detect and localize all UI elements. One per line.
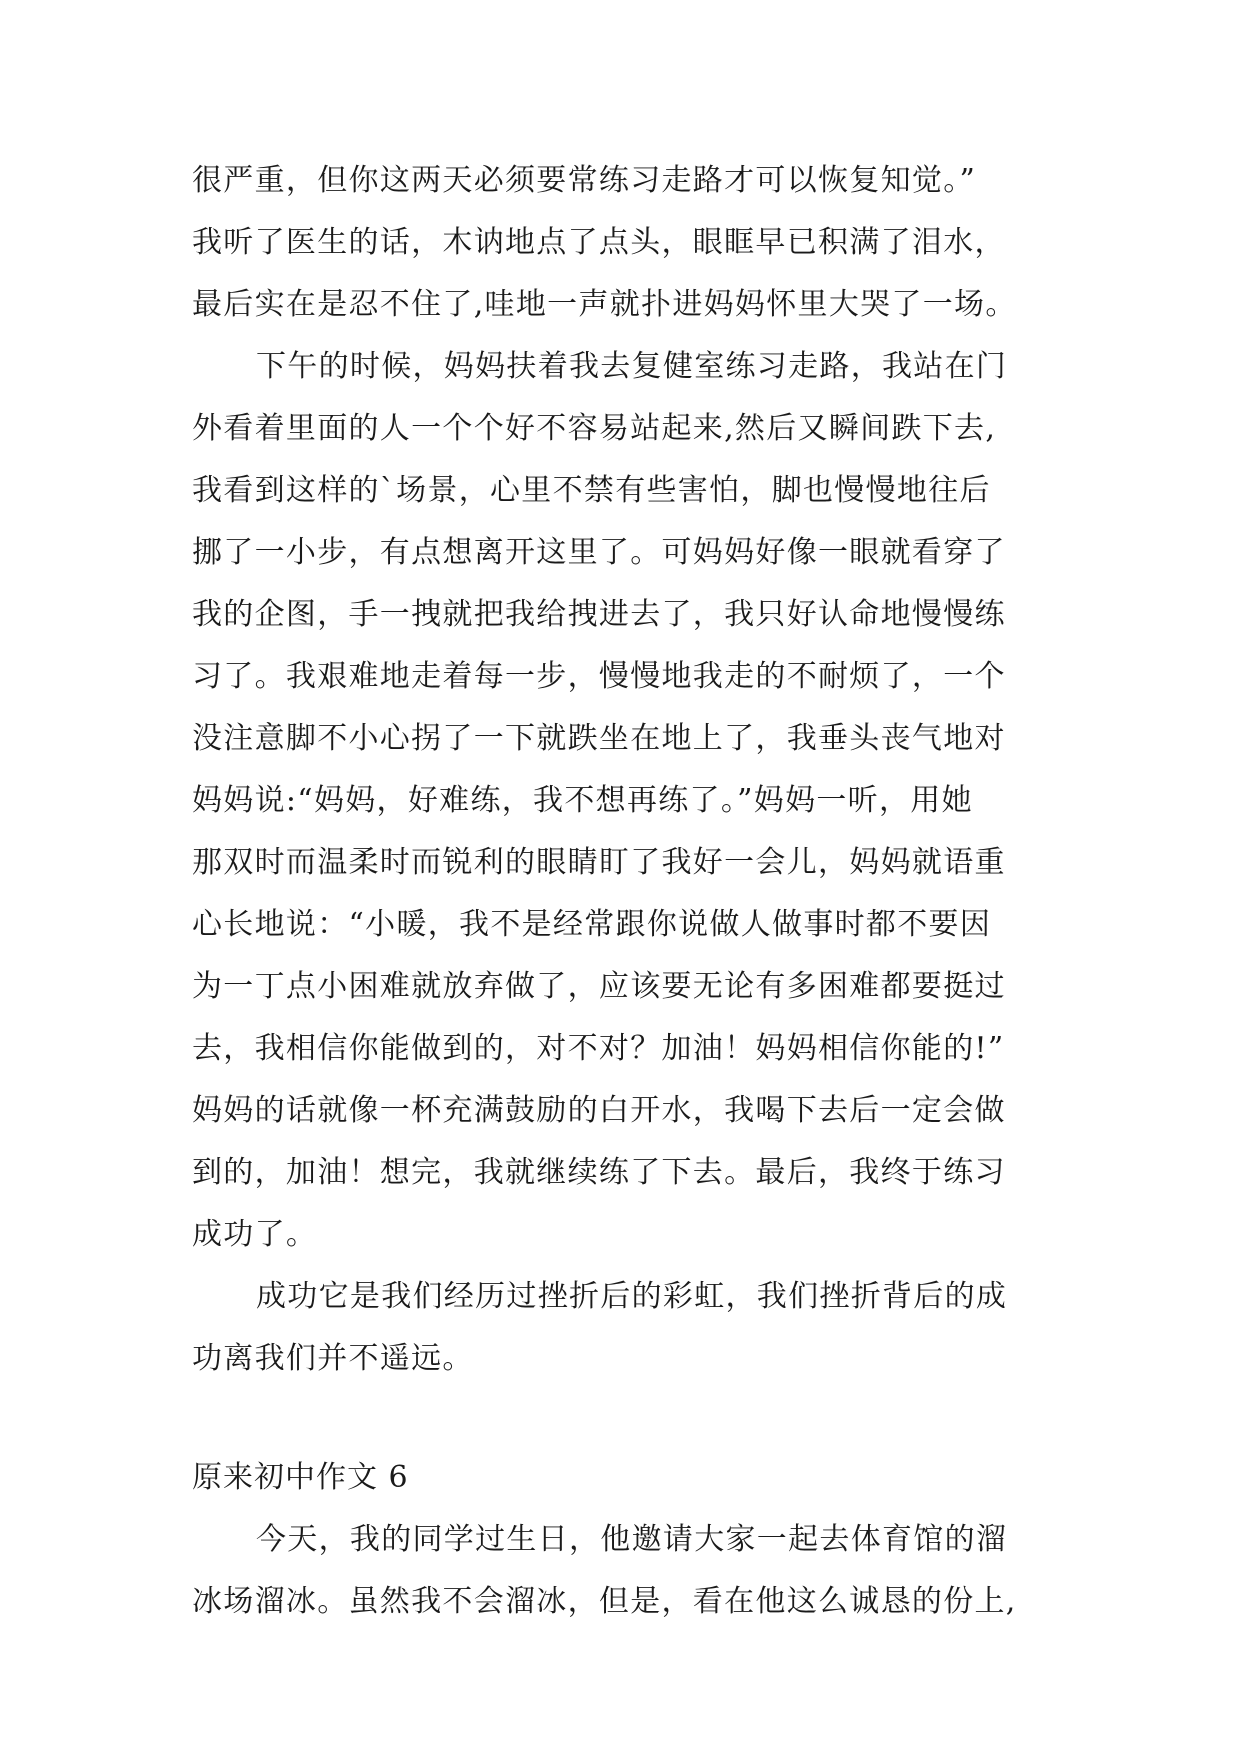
text-line: 没注意脚不小心拐了一下就跌坐在地上了，我垂头丧气地对 (192, 721, 1006, 756)
text-line: 我听了医生的话，木讷地点了点头，眼眶早已积满了泪水， (192, 225, 1006, 260)
text-line: 很严重，但你这两天必须要常练习走路才可以恢复知觉。” (192, 163, 977, 198)
paragraph-2 (192, 336, 1192, 1266)
text-line: 妈妈说:“妈妈，好难练，我不想再练了。”妈妈一听，用她 (192, 783, 973, 818)
text-line: 冰场溜冰。虽然我不会溜冰，但是，看在他这么诚恳的份上, (192, 1584, 1017, 1619)
text-line: 成功了。 (192, 1217, 318, 1252)
text-line: 心长地说：“小暖，我不是经常跟你说做人做事时都不要因 (192, 907, 992, 942)
text-line: 挪了一小步，有点想离开这里了。可妈妈好像一眼就看穿了 (192, 535, 1006, 570)
text-line: 去，我相信你能做到的，对不对？加油！妈妈相信你能的!” (192, 1031, 1005, 1066)
text-line: 那双时而温柔时而锐利的眼睛盯了我好一会儿，妈妈就语重 (192, 845, 1006, 880)
text-line: 妈妈的话就像一杯充满鼓励的白开水，我喝下去后一定会做 (192, 1093, 1006, 1128)
paragraph-3 (192, 1266, 1192, 1390)
paragraph-1 (192, 150, 1192, 336)
section-paragraph-1 (192, 1509, 1192, 1633)
text-line: 我看到这样的`场景，心里不禁有些害怕，脚也慢慢地往后 (192, 473, 991, 508)
text-line: 外看着里面的人一个个好不容易站起来,然后又瞬间跌下去, (192, 411, 997, 446)
text-line: 我的企图，手一拽就把我给拽进去了，我只好认命地慢慢练 (192, 597, 1006, 632)
document-body (192, 150, 1192, 1633)
text-line: 到的，加油！想完，我就继续练了下去。最后，我终于练习 (192, 1155, 1006, 1190)
text-line: 今天，我的同学过生日，他邀请大家一起去体育馆的溜 (256, 1522, 1008, 1557)
section-heading: 原来初中作文 6 (192, 1460, 409, 1495)
text-line: 成功它是我们经历过挫折后的彩虹，我们挫折背后的成 (256, 1279, 1008, 1314)
text-line: 习了。我艰难地走着每一步，慢慢地我走的不耐烦了，一个 (192, 659, 1006, 694)
text-line: 为一丁点小困难就放弃做了，应该要无论有多困难都要挺过 (192, 969, 1006, 1004)
section-spacer (192, 1390, 1192, 1447)
text-line: 功离我们并不遥远。 (192, 1341, 474, 1376)
text-line: 下午的时候，妈妈扶着我去复健室练习走路，我站在门 (256, 349, 1008, 384)
text-line: 最后实在是忍不住了,哇地一声就扑进妈妈怀里大哭了一场。 (192, 287, 1017, 322)
